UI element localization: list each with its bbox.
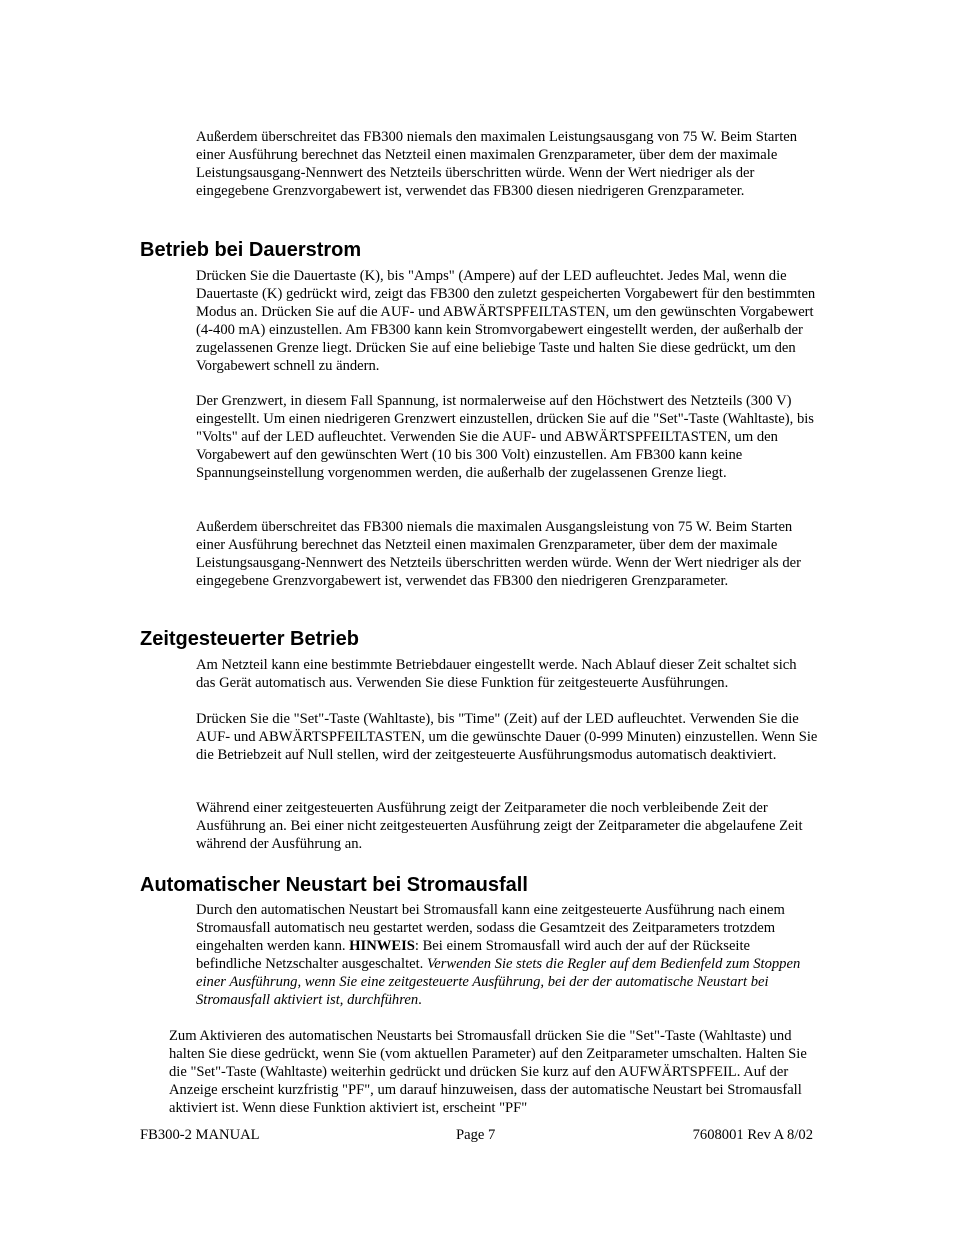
constant-current-paragraph-3: Außerdem überschreitet das FB300 niemals die maximalen Ausgangsleistung von 75 W. Beim Starten einer Ausführung berechnet das Netzteil einen maximalen Grenzparameter, über dem der maximale Leistungsausgang-Nennwert des Netzteils überschritten werden würde. Wenn der Wert niedriger als der eingegebene Grenzvorgabewert ist, verwendet das FB300 den niedrigeren Grenzparameter. — [196, 519, 801, 589]
restart-paragraph-1-middle: : Bei einem Stromausfall wird auch der auf der Rückseite befindliche Netzschalter ausgeschaltet. — [196, 937, 751, 972]
restart-paragraph-1-start: Durch den automatischen Neustart bei Stromausfall kann eine zeitgesteuerte Ausführung nach einem Stromausfall automatisch neu gestartet werden, sodass die Gesamtzeit des Zeitparameters trotzdem eingehalten werden kann. — [196, 902, 785, 954]
restart-paragraph-1 — [196, 902, 818, 1009]
timed-paragraph-3: Während einer zeitgesteuerten Ausführung zeigt der Zeitparameter die noch verbleibende Zeit der Ausführung an. Bei einer nicht zeitgesteuerten Ausführung zeigt der Zeitparameter die abgelaufene Zeit während der Ausführung an. — [196, 800, 803, 852]
heading-power-failure-restart: Automatischer Neustart bei Stromausfall — [140, 874, 528, 896]
intro-paragraph: Außerdem überschreitet das FB300 niemals den maximalen Leistungsausgang von 75 W. Beim Starten einer Ausführung berechnet das Netzteil einen maximalen Grenzparameter, über dem der maximale Leistungsausgang-Nennwert des Netzteils überschritten würde. Wenn der Wert niedriger als der eingegebene Grenzvorgabewert ist, verwendet das FB300 diesen niedrigeren Grenzparameter. — [196, 129, 798, 199]
restart-paragraph-1-end: . — [418, 991, 422, 1008]
constant-current-paragraph-1: Drücken Sie die Dauertaste (K), bis "Amps" (Ampere) auf der LED aufleuchtet. Jedes Mal, wenn die Dauertaste (K) gedrückt wird, zeigt das FB300 den zuletzt gespeicherten Vorgabewert für den bestimmten Modus an. Drücken Sie auf die AUF- und ABWÄRTSPFEILTASTEN, um den gewünschten Vorgabewert (4-400 mA) einzustellen. Am FB300 kann kein Stromvorgabewert eingestellt werden, der außerhalb der zugelassenen Grenze liegt. Drücken Sie auf eine beliebige Taste und halten Sie diese gedrückt, um den Vorgabewert schnell zu ändern. — [196, 268, 816, 374]
footer-revision: 7608001 Rev A 8/02 — [692, 1127, 813, 1143]
timed-paragraph-2: Drücken Sie die "Set"-Taste (Wahltaste), bis "Time" (Zeit) auf der LED aufleuchtet. Verwenden Sie die AUF- und ABWÄRTSPFEILTASTEN, um die gewünschte Dauer (0-999 Minuten) einzustellen. Wenn Sie die Betriebzeit auf Null stellen, wird der zeitgesteuerte Ausführungsmodus automatisch deaktiviert. — [196, 711, 818, 763]
restart-paragraph-1-warning: Verwenden Sie stets die Regler auf dem Bedienfeld zum Stoppen einer Ausführung, wenn Sie eine zeitgesteuerte Ausführung, bei der der automatische Neustart bei Stromausfall aktiviert ist, durchführen — [196, 955, 801, 1008]
restart-paragraph-2: Zum Aktivieren des automatischen Neustarts bei Stromausfall drücken Sie die "Set"-Taste (Wahltaste) und halten Sie diese gedrückt, wenn Sie (vom aktuellen Parameter) auf den Zeitparameter umschalten. Halten Sie die "Set"-Taste (Wahltaste) weiterhin gedrückt und drücken Sie kurz auf den AUFWÄRTSPFEIL. Auf der Anzeige erscheint kurzfristig "PF", um darauf hinzuweisen, dass der automatische Neustart bei Stromausfall aktiviert ist. Wenn diese Funktion aktiviert ist, erscheint "PF" — [169, 1028, 807, 1116]
heading-constant-current: Betrieb bei Dauerstrom — [140, 239, 362, 261]
note-label: HINWEIS — [349, 937, 415, 954]
timed-paragraph-1: Am Netzteil kann eine bestimmte Betriebdauer eingestellt werde. Nach Ablauf dieser Zeit schaltet sich das Gerät automatisch aus. Verwenden Sie diese Funktion für zeitgesteuerte Ausführungen. — [196, 657, 797, 691]
footer-manual-name: FB300-2 MANUAL — [140, 1127, 260, 1143]
constant-current-paragraph-2: Der Grenzwert, in diesem Fall Spannung, ist normalerweise auf den Höchstwert des Netzteils (300 V) eingestellt. Um einen niedrigeren Grenzwert einzustellen, drücken Sie auf die "Set"-Taste (Wahltaste), bis "Volts" auf der LED aufleuchtet. Verwenden Sie die AUF- und ABWÄRTSPFEILTASTEN, um den Vorgabewert auf den gewünschten Wert (10 bis 300 Volt) einzustellen. Am FB300 kann keine Spannungseinstellung vorgenommen werden, die außerhalb der zugelassenen Grenze liegt. — [196, 393, 814, 481]
heading-timed-operation: Zeitgesteuerter Betrieb — [140, 628, 359, 650]
footer-page-number: Page 7 — [456, 1127, 496, 1143]
